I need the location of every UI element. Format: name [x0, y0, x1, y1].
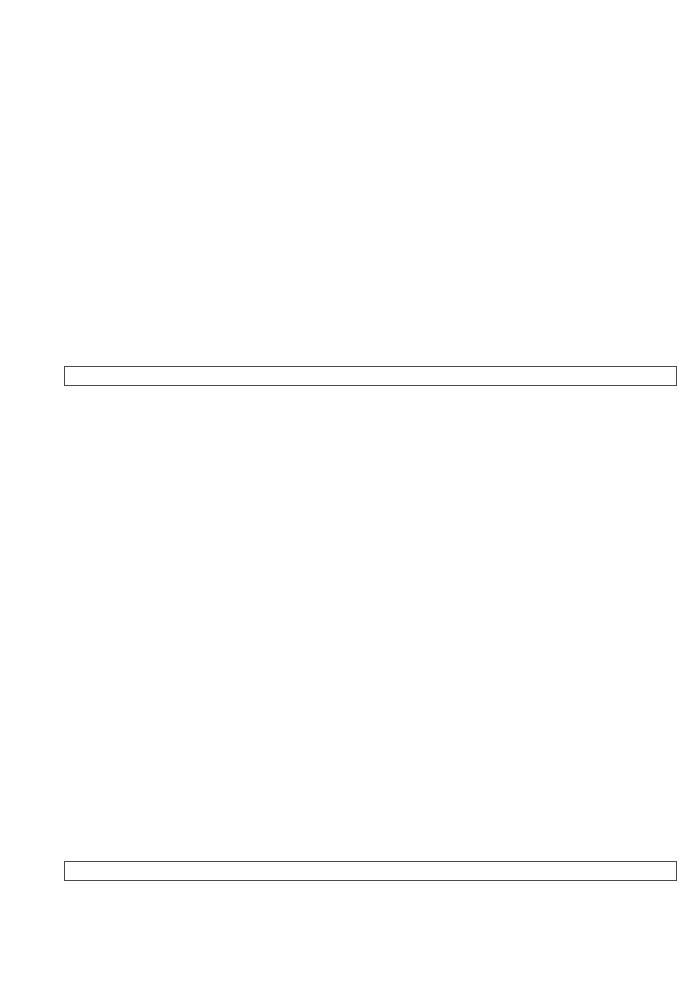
panel-a-legend: [64, 366, 677, 386]
panel-b-x-axis: [0, 795, 685, 845]
panel-b-y-axis-label: [0, 555, 20, 735]
panel-a-x-axis: [0, 300, 685, 350]
panel-b-plot-area: [53, 499, 677, 799]
panel-a-chart: [53, 4, 677, 304]
panel-b-chart: [53, 499, 677, 799]
panel-b-legend: [64, 861, 677, 881]
panel-a-y-axis-label: [0, 60, 20, 240]
panel-a: [0, 0, 685, 490]
panel-a-plot-area: [53, 4, 677, 304]
panel-b: [0, 495, 685, 981]
